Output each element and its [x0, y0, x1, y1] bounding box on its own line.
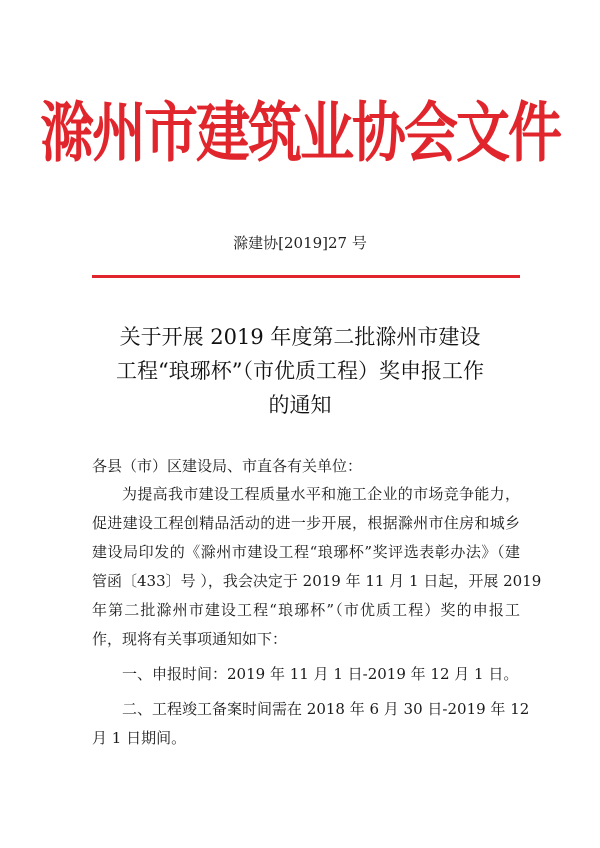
- red-divider-rule: [92, 275, 520, 278]
- paragraph-intro: [92, 480, 542, 654]
- paragraph-line: 为提高我市建设工程质量水平和施工企业的市场竞争能力，: [122, 485, 520, 503]
- item-application-period: [92, 660, 520, 689]
- paragraph-line: 建设局印发的《滁州市建设工程“琅琊杯”奖评选表彰办法》（建: [92, 543, 520, 561]
- paragraph-line: 一、申报时间：2019 年 11 月 1 日-2019 年 12 月 1 日。: [122, 665, 519, 683]
- paragraph-line: 二、工程竣工备案时间需在 2018 年 6 月 30 日-2019 年 12: [122, 700, 530, 718]
- item-completion-period: [92, 695, 530, 753]
- title-line: 工程“琅琊杯”（市优质工程）奖申报工作: [116, 359, 484, 383]
- document-number: 滁建协[2019]27 号: [233, 234, 367, 252]
- salutation: 各县（市）区建设局、市直各有关单位：: [92, 457, 363, 475]
- paragraph-line: 年第二批滁州市建设工程“琅琊杯”（市优质工程）奖的申报工: [92, 601, 520, 619]
- paragraph-line: 作，现将有关事项通知如下：: [92, 630, 288, 648]
- notice-title: [60, 320, 540, 422]
- masthead-title: 滁州市建筑业协会文件: [40, 94, 560, 171]
- paragraph-line: 管函〔433〕号 ），我会决定于 2019 年 11 月 1 日起，开展 2019: [92, 572, 542, 590]
- paragraph-line: 月 1 日期间。: [92, 729, 187, 747]
- title-line: 的通知: [268, 393, 332, 417]
- body-text: [92, 480, 542, 753]
- title-line: 关于开展 2019 年度第二批滁州市建设: [119, 325, 481, 349]
- paragraph-line: 促进建设工程创精品活动的进一步开展，根据滁州市住房和城乡: [92, 514, 520, 532]
